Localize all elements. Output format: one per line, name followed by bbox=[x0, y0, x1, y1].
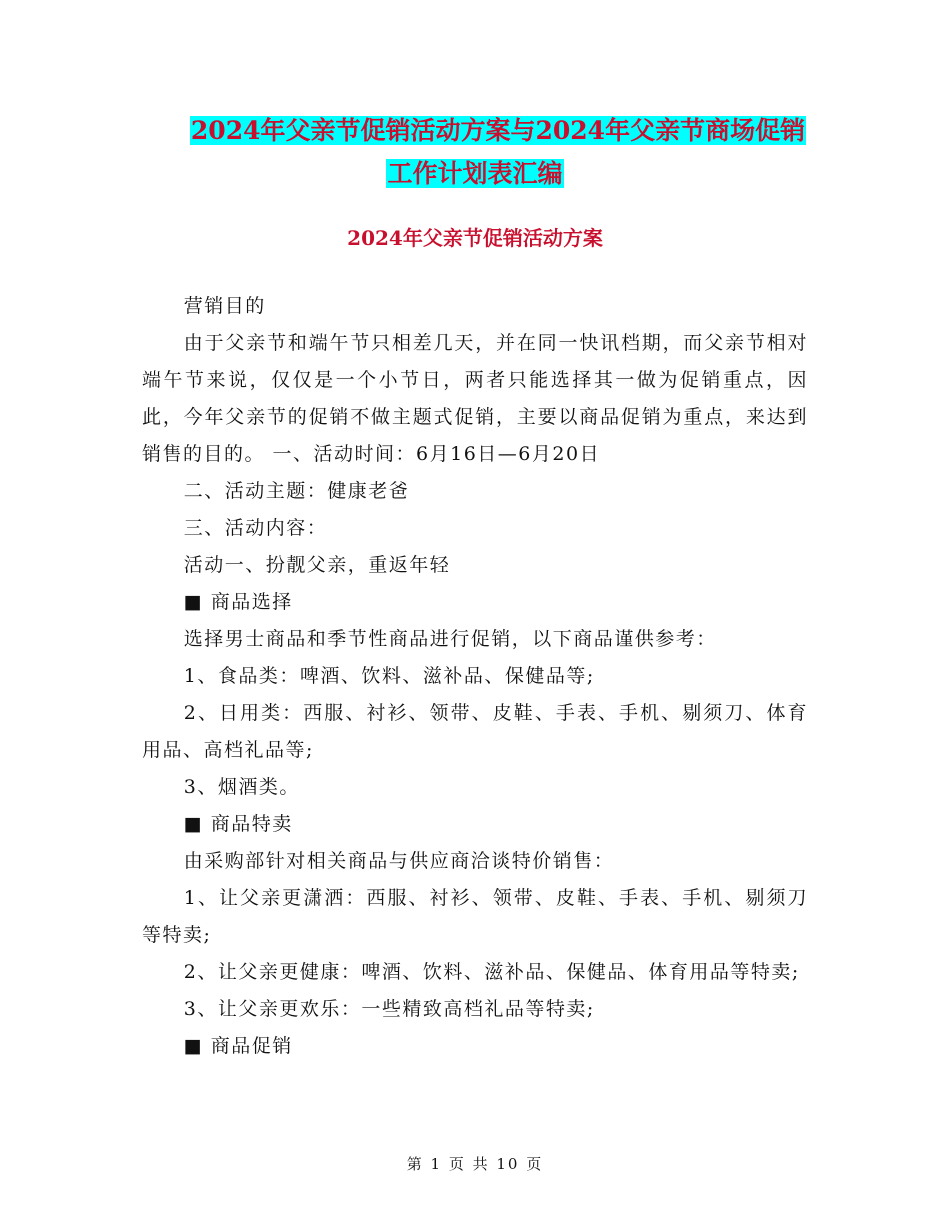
paragraph: 1、让父亲更潇洒：西服、衬衫、领带、皮鞋、手表、手机、剔须刀等特卖; bbox=[142, 887, 808, 946]
paragraph: 由采购部针对相关商品与供应商洽谈特价销售： bbox=[183, 850, 615, 872]
paragraph: 2、日用类：西服、衬衫、领带、皮鞋、手表、手机、剔须刀、体育用品、高档礼品等; bbox=[142, 702, 808, 761]
paragraph: 由于父亲节和端午节只相差几天，并在同一快讯档期，而父亲节相对端午节来说，仅仅是一个小节日，两者只能选择其一做为促销重点，因此，今年父亲节的促销不做主题式促销，主要以商品促销为重点，来达到销售的目的。 一、活动时间：6月16日—6月20日 bbox=[142, 332, 808, 465]
paragraph: ■ 商品选择 bbox=[183, 591, 293, 613]
paragraph: 三、活动内容： bbox=[183, 517, 328, 539]
paragraph: 营销目的 bbox=[183, 295, 266, 317]
title-highlight-1: 2024年父亲节促销活动方案与2024年父亲节商场促销 bbox=[190, 116, 806, 145]
document-body bbox=[142, 288, 808, 1065]
document-title-line-2 bbox=[0, 150, 950, 198]
paragraph: 活动一、扮靓父亲，重返年轻 bbox=[183, 554, 451, 576]
page-footer: 第 1 页 共 10 页 bbox=[406, 1155, 544, 1173]
paragraph: 二、活动主题：健康老爸 bbox=[183, 480, 410, 502]
paragraph: 2、让父亲更健康：啤酒、饮料、滋补品、保健品、体育用品等特卖; bbox=[183, 961, 800, 983]
document-title-line-1 bbox=[0, 107, 950, 155]
paragraph: 选择男士商品和季节性商品进行促销，以下商品谨供参考： bbox=[183, 628, 717, 650]
section-title: 2024年父亲节促销活动方案 bbox=[347, 226, 603, 250]
paragraph: ■ 商品促销 bbox=[183, 1035, 293, 1057]
paragraph: 3、烟酒类。 bbox=[183, 776, 300, 798]
paragraph: 1、食品类：啤酒、饮料、滋补品、保健品等; bbox=[183, 665, 595, 687]
paragraph: 3、让父亲更欢乐：一些精致高档礼品等特卖; bbox=[183, 998, 595, 1020]
title-highlight-2: 工作计划表汇编 bbox=[387, 159, 563, 188]
paragraph: ■ 商品特卖 bbox=[183, 813, 293, 835]
